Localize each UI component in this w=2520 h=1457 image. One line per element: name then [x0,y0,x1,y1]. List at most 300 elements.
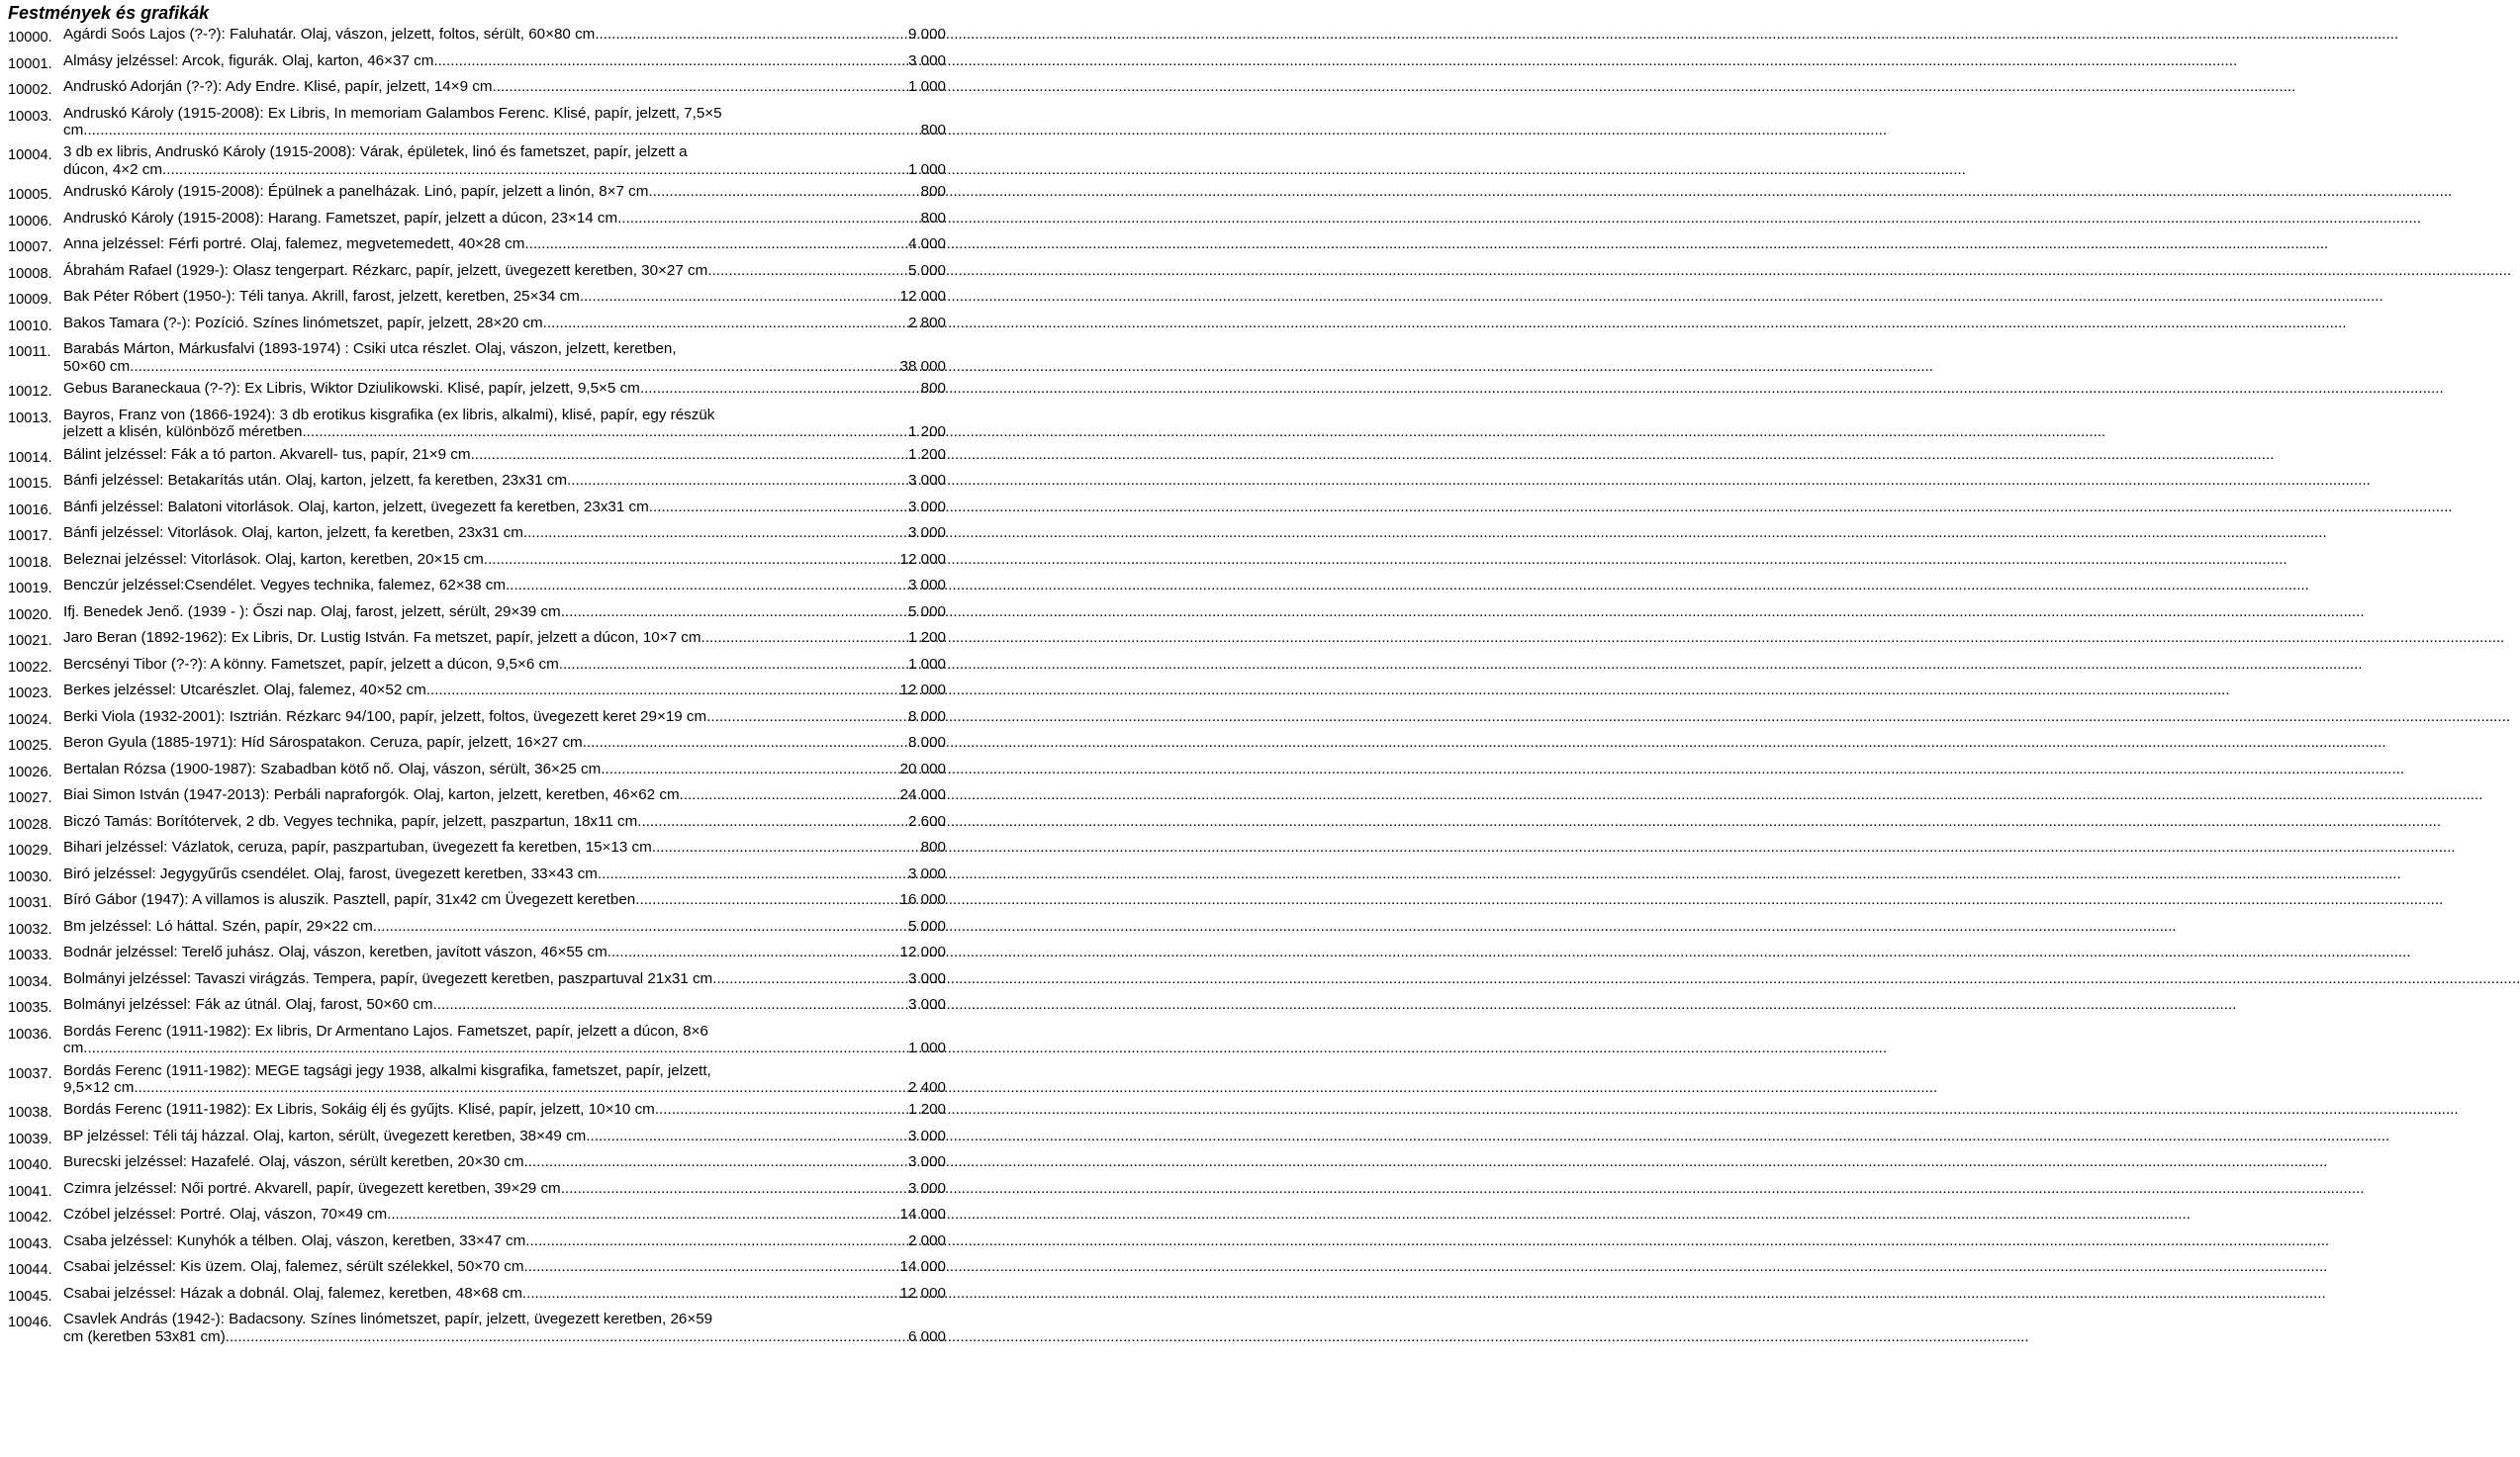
lot-text [63,1153,946,1170]
lot-number: 10026. [8,764,52,780]
lot-description-line [63,1062,946,1079]
lot-price: 3 000 [907,969,946,987]
lot-price: 8 000 [907,734,946,752]
lot-description: Csabai jelzéssel: Házak a dobnál. Olaj, falemez, keretben, 48×68 cm [63,1284,522,1302]
lot-price: 38 000 [899,357,946,375]
lot-number: 10043. [8,1235,52,1252]
lot-number: 10045. [8,1288,52,1305]
lot-number: 10046. [8,1315,52,1331]
lot-price-line [63,26,946,43]
lot-text [63,210,946,227]
lot-price-line [63,734,946,751]
lot-text [63,1285,946,1302]
lot-price-line [63,524,946,541]
lot-price: 14 000 [899,1206,946,1224]
lot-number: 10017. [8,528,52,545]
lot-entry [8,603,946,624]
lot-entry [8,407,946,441]
lot-text [63,996,946,1013]
lot-text [63,407,946,441]
lot-price-line [63,839,946,856]
lot-price: 1 000 [907,160,946,178]
lot-text [63,26,946,43]
lot-price-line [63,380,946,397]
lot-entry [8,813,946,834]
catalog-page [8,0,946,1345]
lot-entry [8,656,946,677]
lot-number: 10019. [8,581,52,597]
section-heading: Festmények és grafikák [8,3,210,23]
lot-number: 10025. [8,738,52,755]
lot-number: 10042. [8,1210,52,1227]
lot-number: 10027. [8,790,52,807]
lot-price: 1 000 [907,78,946,95]
lot-text [63,446,946,463]
dot-leader [226,1328,908,1345]
lot-entry [8,1062,946,1097]
lot-price: 8 000 [907,707,946,725]
lot-text [63,1023,946,1057]
lot-price: 12 000 [899,1284,946,1302]
lot-description: Burecski jelzéssel: Hazafelé. Olaj, vászon, sérült keretben, 20×30 cm [63,1153,524,1171]
lot-price: 3 000 [907,865,946,882]
lot-text [63,1062,946,1097]
lot-number: 10024. [8,711,52,728]
lot-number: 10005. [8,187,52,204]
dot-leader [680,786,900,803]
lot-price: 2 600 [907,812,946,830]
lot-description: Andruskó Károly (1915-2008): Épülnek a panelházak. Linó, papír, jelzett a linón, 8×7 cm [63,183,649,201]
lot-price: 3 000 [907,1127,946,1144]
lot-text [63,143,946,178]
lot-price-line [63,161,946,178]
lot-entry [8,682,946,702]
lot-text [63,472,946,489]
lot-entry [8,629,946,650]
lot-description-end: jelzett a klisén, különböző méretben [63,423,303,441]
lot-description: BP jelzéssel: Téli táj házzal. Olaj, karton, sérült, üvegezett keretben, 38×49 cm [63,1127,587,1144]
lot-entry [8,143,946,178]
dot-leader [525,1232,908,1249]
dot-leader [583,734,908,751]
lot-price: 800 [920,121,946,138]
lot-text [63,970,946,987]
lot-entry [8,26,946,46]
lot-price: 1 000 [907,655,946,673]
lot-number: 10041. [8,1183,52,1200]
dot-leader [522,1285,900,1302]
lot-entry [8,340,946,375]
dot-leader [586,1128,908,1144]
lot-price-line [63,577,946,593]
lot-description: Bálint jelzéssel: Fák a tó parton. Akvarell- tus, papír, 21×9 cm [63,445,471,463]
lot-price-line [63,996,946,1013]
lot-text [63,105,946,139]
lot-description: Bayros, Franz von (1866-1924): 3 db erotikus kisgrafika (ex libris, alkalmi), klisé, papír, egy részük [63,406,715,423]
lot-description: Biró jelzéssel: Jegygyűrűs csendélet. Olaj, farost, üvegezett keretben, 33×43 cm [63,865,598,882]
lot-entry [8,944,946,964]
lot-number: 10028. [8,816,52,833]
lot-description: Gebus Baraneckaua (?-?): Ex Libris, Wiktor Dziulikowski. Klisé, papír, jelzett, 9,5×5 cm [63,380,640,398]
dot-leader [598,865,908,882]
lot-description: Bordás Ferenc (1911-1982): Ex libris, Dr Armentano Lajos. Fametszet, papír, jelzett a dúcon, 8×6 [63,1022,708,1040]
lot-price: 9 000 [907,26,946,43]
lot-price-line [63,918,946,935]
lot-price-line [63,1180,946,1197]
lot-text [63,786,946,803]
lot-price-line [63,1206,946,1223]
lot-description: Csabai jelzéssel: Kis üzem. Olaj, falemez, sérült szélekkel, 50×70 cm [63,1258,524,1276]
lot-description: Czimra jelzéssel: Női portré. Akvarell, papír, üvegezett keretben, 39×29 cm [63,1179,561,1197]
lot-text [63,499,946,515]
lot-text [63,235,946,252]
lot-number: 10016. [8,501,52,518]
lot-description-end: cm (keretben 53x81 cm) [63,1327,226,1345]
lot-description: Bánfi jelzéssel: Balatoni vitorlások. Olaj, karton, jelzett, üvegezett fa keretben, 23x31 cm [63,498,649,515]
lot-price: 12 000 [899,682,946,699]
lot-price-line [63,1101,946,1118]
lot-number: 10007. [8,239,52,256]
lot-description: Andruskó Károly (1915-2008): Ex Libris, In memoriam Galambos Ferenc. Klisé, papír, jelzett, 7,5×5 [63,104,722,122]
lot-entry [8,380,946,401]
lot-entry [8,970,946,991]
lot-number: 10036. [8,1026,52,1043]
lot-description: Bánfi jelzéssel: Vitorlások. Olaj, karton, jelzett, fa keretben, 23x31 cm [63,524,523,542]
lot-price-line [63,288,946,305]
dot-leader [716,970,908,987]
lot-price-line [63,499,946,515]
lot-entry [8,1128,946,1148]
lot-text [63,839,946,856]
lot-price: 1 200 [907,1101,946,1119]
lot-text [63,52,946,69]
dot-leader [655,1101,908,1118]
dot-leader [607,944,900,960]
lot-text [63,1311,946,1345]
lot-description-line [63,105,946,122]
dot-leader [595,26,908,43]
lot-price: 3 000 [907,472,946,490]
lot-price: 5 000 [907,261,946,279]
dot-leader [484,551,900,568]
lot-number: 10021. [8,633,52,650]
dot-leader [162,161,908,178]
lot-description-line [63,407,946,423]
lot-text [63,315,946,331]
dot-leader [373,918,908,935]
lot-entry [8,105,946,139]
lot-price: 800 [920,380,946,398]
lot-price: 3 000 [907,524,946,542]
lot-entry [8,1023,946,1057]
lot-description: Agárdi Soós Lajos (?-?): Faluhatár. Olaj, vászon, jelzett, foltos, sérült, 60×80 cm [63,26,596,43]
lot-price: 20 000 [899,760,946,777]
lot-text [63,577,946,593]
lot-price-line [63,78,946,95]
dot-leader [567,472,908,489]
dot-leader [580,288,900,305]
dot-leader [524,1258,900,1275]
lot-description: Bíró Gábor (1947): A villamos is aluszik. Pasztell, papír, 31x42 cm Üvegezett keretben. [63,891,640,909]
lot-entry [8,734,946,755]
lot-price-line [63,1153,946,1170]
lot-number: 10009. [8,292,52,309]
dot-leader [649,499,908,515]
lot-price-line [63,262,946,279]
dot-leader [640,380,921,397]
lot-price: 12 000 [899,288,946,306]
lot-entry [8,1258,946,1279]
lot-number: 10001. [8,55,52,72]
dot-leader [648,183,920,200]
dot-leader [617,210,921,227]
dot-leader [302,423,908,440]
lot-price-line [63,210,946,227]
lot-price: 24 000 [899,786,946,804]
lot-text [63,1232,946,1249]
lot-description: Almásy jelzéssel: Arcok, figurák. Olaj, karton, 46×37 cm [63,51,434,69]
lot-entry [8,78,946,99]
lot-price-line [63,944,946,960]
lot-price: 6 000 [907,1327,946,1345]
lot-description: Berki Viola (1932-2001): Isztrián. Rézkarc 94/100, papír, jelzett, foltos, üvegezett keret 29×19 cm [63,707,707,725]
lot-entry [8,996,946,1017]
lot-entry [8,315,946,335]
lot-number: 10022. [8,659,52,676]
lot-number: 10006. [8,213,52,229]
lot-price-line [63,761,946,777]
lot-price-line [63,315,946,331]
lot-price: 14 000 [899,1258,946,1276]
lot-entry [8,52,946,73]
dot-leader [134,1079,908,1096]
lot-list [8,26,946,1345]
lot-description-line [63,1023,946,1040]
dot-leader [524,1153,908,1170]
lot-price: 3 000 [907,1153,946,1171]
lot-price: 800 [920,183,946,201]
lot-price-line [63,446,946,463]
lot-price-line [63,865,946,882]
dot-leader [561,1180,908,1197]
lot-price-line [63,1285,946,1302]
dot-leader [707,262,908,279]
lot-text [63,813,946,830]
lot-text [63,380,946,397]
dot-leader [706,708,908,725]
dot-leader [471,446,908,463]
dot-leader [387,1206,899,1223]
lot-price: 2 000 [907,1231,946,1249]
lot-price-line [63,813,946,830]
lot-price: 2 800 [907,314,946,331]
lot-entry [8,891,946,912]
lot-price: 12 000 [899,944,946,961]
lot-description: Bak Péter Róbert (1950-): Téli tanya. Akrill, farost, jelzett, keretben, 25×34 cm [63,288,580,306]
lot-price-line [63,472,946,489]
lot-price-line [63,122,946,138]
lot-description-line [63,143,946,160]
lot-description-line [63,340,946,357]
lot-price-line [63,682,946,698]
lot-price: 1 200 [907,445,946,463]
dot-leader [543,315,908,331]
dot-leader [652,839,921,856]
lot-text [63,1101,946,1118]
lot-price: 1 200 [907,629,946,647]
lot-price-line [63,891,946,908]
lot-description: Bm jelzéssel: Ló háttal. Szén, papír, 29×22 cm [63,917,373,935]
lot-number: 10014. [8,449,52,466]
dot-leader [701,629,908,646]
lot-entry [8,551,946,572]
lot-price-line [63,423,946,440]
lot-number: 10029. [8,843,52,860]
lot-description: Anna jelzéssel: Férfi portré. Olaj, falemez, megvetemedett, 40×28 cm [63,235,525,253]
lot-text [63,944,946,960]
lot-entry [8,183,946,204]
lot-price: 800 [920,209,946,227]
lot-price-line [63,708,946,725]
lot-price: 4 000 [907,235,946,253]
lot-text [63,865,946,882]
lot-description: Ifj. Benedek Jenő. (1939 - ): Őszi nap. Olaj, farost, jelzett, sérült, 29×39 cm [63,602,561,620]
lot-number: 10003. [8,108,52,125]
lot-price-line [63,551,946,568]
lot-price-line [63,1128,946,1144]
lot-entry [8,1232,946,1253]
lot-price: 12 000 [899,550,946,568]
lot-entry [8,1153,946,1174]
lot-price: 3 000 [907,1179,946,1197]
lot-text [63,288,946,305]
lot-price-line [63,603,946,620]
lot-description: Beleznai jelzéssel: Vitorlások. Olaj, karton, keretben, 20×15 cm [63,550,484,568]
lot-description: Andruskó Károly (1915-2008): Harang. Fametszet, papír, jelzett a dúcon, 23×14 cm [63,209,618,227]
lot-price-line [63,1040,946,1056]
lot-number: 10032. [8,921,52,938]
lot-number: 10034. [8,973,52,990]
lot-price: 5 000 [907,602,946,620]
lot-description: Biczó Tamás: Borítótervek, 2 db. Vegyes technika, papír, jelzett, paszpartun, 18x11 cm [63,812,638,830]
lot-text [63,262,946,279]
lot-price: 800 [920,839,946,857]
dot-leader [426,682,900,698]
lot-price-line [63,1232,946,1249]
lot-description: Barabás Márton, Márkusfalvi (1893-1974) : Csiki utca részlet. Olaj, vászon, jelzett, keretben, [63,340,677,358]
lot-description-end: dúcon, 4×2 cm [63,160,163,178]
lot-description-end: cm [63,1040,84,1057]
dot-leader [83,122,920,138]
lot-text [63,551,946,568]
lot-number: 10033. [8,948,52,964]
lot-description: Bodnár jelzéssel: Terelő juhász. Olaj, vászon, keretben, javított vászon, 46×55 cm [63,944,607,961]
lot-text [63,1258,946,1275]
lot-text [63,761,946,777]
lot-price-line [63,1258,946,1275]
lot-number: 10039. [8,1131,52,1147]
lot-number: 10012. [8,384,52,401]
lot-description: 3 db ex libris, Andruskó Károly (1915-2008): Várak, épületek, linó és fametszet, papír, jelzett a [63,143,688,161]
lot-entry [8,1180,946,1201]
lot-entry [8,708,946,729]
lot-price: 3 000 [907,577,946,594]
lot-description: Czóbel jelzéssel: Portré. Olaj, vászon, 70×49 cm [63,1206,388,1224]
lot-text [63,656,946,673]
lot-number: 10008. [8,265,52,282]
lot-price: 3 000 [907,498,946,515]
lot-description: Beron Gyula (1885-1971): Híd Sárospatakon. Ceruza, papír, jelzett, 16×27 cm [63,734,583,752]
lot-text [63,918,946,935]
lot-entry [8,761,946,781]
lot-price-line [63,358,946,375]
lot-number: 10031. [8,895,52,912]
lot-description: Bercsényi Tibor (?-?): A könny. Fametszet, papír, jelzett a dúcon, 9,5×6 cm [63,655,559,673]
lot-price: 5 000 [907,917,946,935]
lot-entry [8,1285,946,1306]
lot-entry [8,262,946,283]
lot-entry [8,1311,946,1345]
lot-number: 10002. [8,82,52,98]
lot-price-line [63,629,946,646]
lot-text [63,524,946,541]
dot-leader [83,1040,908,1056]
lot-number: 10020. [8,606,52,623]
lot-price-line [63,656,946,673]
lot-entry [8,446,946,467]
lot-number: 10038. [8,1105,52,1122]
lot-entry [8,235,946,256]
lot-text [63,1128,946,1144]
lot-price: 2 400 [907,1078,946,1096]
dot-leader [561,603,908,620]
lot-text [63,682,946,698]
lot-description: Jaro Beran (1892-1962): Ex Libris, Dr. Lustig István. Fa metszet, papír, jelzett a dúcon, 10×7 cm [63,629,701,647]
dot-leader [433,52,908,69]
lot-description: Berkes jelzéssel: Utcarészlet. Olaj, falemez, 40×52 cm [63,682,426,699]
dot-leader [433,996,908,1013]
dot-leader [524,235,908,252]
lot-text [63,734,946,751]
lot-entry [8,499,946,519]
lot-text [63,1180,946,1197]
lot-description: Bakos Tamara (?-): Pozíció. Színes linómetszet, papír, jelzett, 28×20 cm [63,314,543,331]
lot-price: 3 000 [907,996,946,1014]
lot-number: 10044. [8,1262,52,1279]
lot-price-line [63,235,946,252]
lot-description-line [63,1311,946,1327]
lot-description: Benczúr jelzéssel:Csendélet. Vegyes technika, falemez, 62×38 cm [63,577,507,594]
lot-price-line [63,970,946,987]
lot-entry [8,1206,946,1227]
lot-price-line [63,52,946,69]
lot-description: Csaba jelzéssel: Kunyhók a télben. Olaj, vászon, keretben, 33×47 cm [63,1231,526,1249]
lot-entry [8,288,946,309]
lot-description: Biai Simon István (1947-2013): Perbáli napraforgók. Olaj, karton, jelzett, keretben, 46×62 cm [63,786,680,804]
lot-entry [8,472,946,493]
lot-number: 10010. [8,318,52,334]
lot-text [63,891,946,908]
lot-description-end: 50×60 cm [63,357,131,375]
lot-price: 1 200 [907,423,946,441]
lot-entry [8,865,946,886]
lot-text [63,183,946,200]
dot-leader [493,78,908,95]
lot-price-line [63,786,946,803]
lot-description: Bolmányi jelzéssel: Fák az útnál. Olaj, farost, 50×60 cm [63,996,433,1014]
dot-leader [506,577,908,593]
lot-entry [8,1101,946,1122]
